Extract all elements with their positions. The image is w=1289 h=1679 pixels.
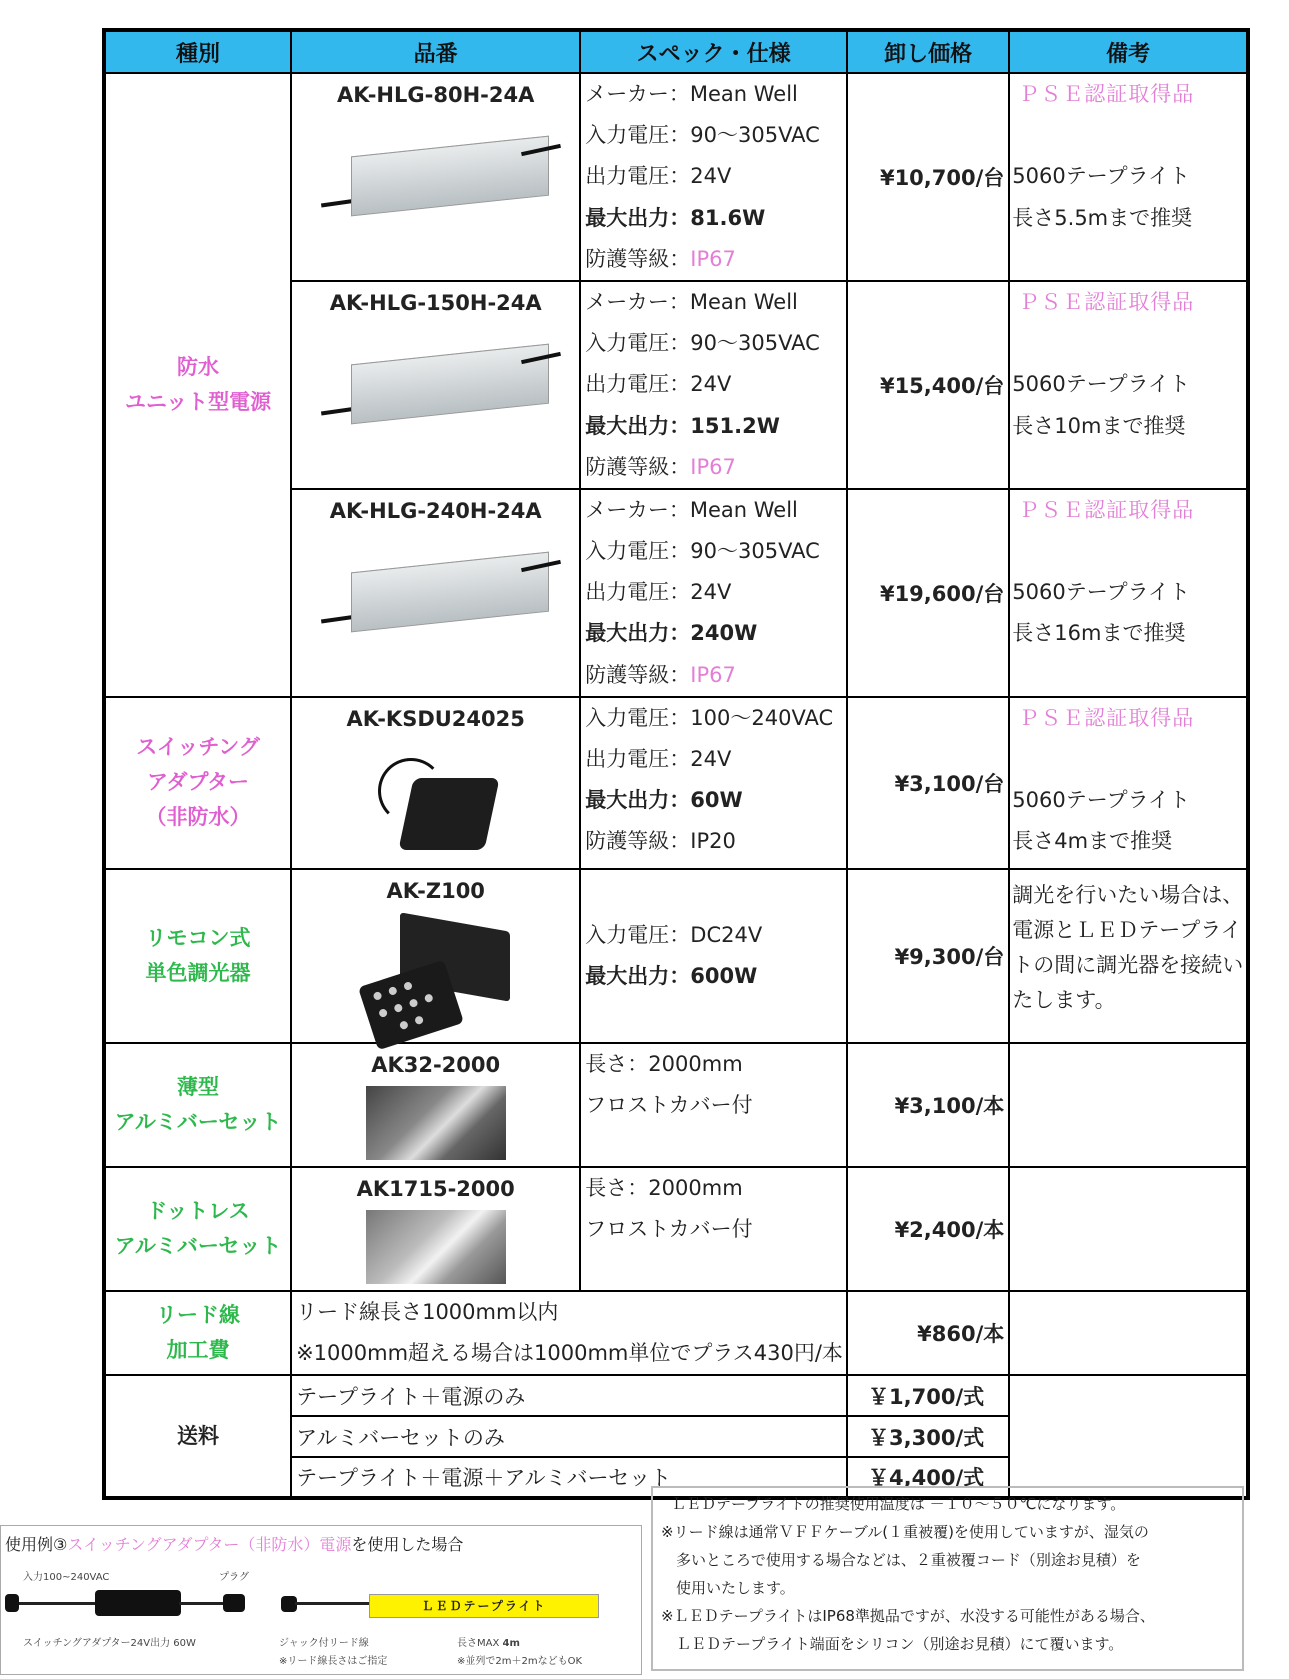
note-cell: [1009, 1167, 1248, 1291]
spec-length: 長さ：2000mm: [585, 1175, 743, 1200]
spec-output: 出力電圧：24V: [585, 580, 732, 605]
category-line: ドットレス: [146, 1198, 250, 1223]
note-cell: [1009, 1043, 1248, 1167]
category-line: 防水: [177, 354, 220, 379]
note-line: 長さ4mまで推奨: [1012, 829, 1173, 854]
spec-input: 入力電圧：90～305VAC: [585, 539, 820, 564]
spec-cell: [580, 869, 847, 1043]
price-cell: ¥10,700/台: [847, 73, 1009, 281]
lead-cable: [295, 1602, 371, 1605]
spec-max: 最大出力：151.2W: [585, 413, 780, 438]
spec-cell: [580, 73, 847, 281]
dimmer-image: [356, 912, 516, 1042]
aluminum-bar-image: [366, 1210, 506, 1284]
input-cable: [9, 1602, 99, 1605]
category-line: リード線: [156, 1303, 241, 1327]
note-line: トの間に調光器を接続い: [1012, 952, 1244, 977]
note-line: 長さ5.5mまで推奨: [1012, 205, 1193, 230]
notes-box: [651, 1486, 1244, 1671]
price-cell: ¥860/本: [847, 1291, 1009, 1375]
table-row: [104, 697, 1248, 869]
note-cell: [1009, 697, 1248, 869]
note-line: 調光を行いたい場合は、: [1012, 882, 1244, 907]
pse-label: ＰＳＥ認証取得品: [1018, 289, 1195, 314]
spec-cover: フロストカバー付: [585, 1093, 753, 1117]
adapter-label: スイッチングアダプター24V出力 60W: [23, 1638, 196, 1649]
category-line: アルミバーセット: [114, 1109, 282, 1134]
note-line: 5060テープライト: [1012, 164, 1191, 189]
max-length-value: 4m: [502, 1638, 520, 1649]
usage-suffix: を使用した場合: [351, 1535, 464, 1554]
table-row: [104, 73, 1248, 281]
plug-icon: [223, 1594, 245, 1612]
ip-label: 防護等級：: [585, 246, 691, 271]
part-cell: [291, 489, 580, 697]
price-cell: ¥9,300/台: [847, 869, 1009, 1043]
part-cell: [291, 697, 580, 869]
plug-label: プラグ: [219, 1572, 249, 1583]
part-number: AK-HLG-240H-24A: [329, 498, 542, 523]
spec-ip: [585, 239, 846, 280]
lead-line: ※1000mm超える場合は1000mm単位でプラス430円/本: [296, 1341, 843, 1365]
spec-ip: [585, 447, 846, 488]
price-cell: ¥15,400/台: [847, 281, 1009, 489]
spec-output: 出力電圧：24V: [585, 747, 732, 771]
max-length-label: 長さMAX: [457, 1638, 500, 1649]
shipping-price: ￥1,700/式: [847, 1375, 1009, 1416]
spec-ip: 防護等級：IP20: [585, 829, 736, 854]
part-cell: [291, 73, 580, 281]
max-length: [457, 1634, 520, 1649]
spec-length: 長さ：2000mm: [585, 1051, 743, 1076]
input-plug-icon: [5, 1594, 19, 1612]
shipping-label: アルミバーセットのみ: [291, 1416, 847, 1457]
spec-max: 最大出力：60W: [585, 788, 743, 813]
power-supply-image: [321, 544, 551, 654]
shipping-price: ￥4,400/式: [847, 1457, 1009, 1498]
power-supply-image: [321, 128, 551, 238]
price-cell: ¥19,600/台: [847, 489, 1009, 697]
header-price: 卸し価格: [847, 30, 1009, 73]
ip-value: IP67: [690, 246, 736, 271]
note-cell: [1009, 489, 1248, 697]
spec-output: 出力電圧：24V: [585, 164, 732, 189]
aluminum-bar-image: [366, 1086, 506, 1160]
part-number: AK-HLG-150H-24A: [329, 290, 542, 315]
part-cell: [291, 281, 580, 489]
category-line: ユニット型電源: [124, 389, 272, 414]
led-tape-bar: ＬＥＤテープライト: [369, 1594, 599, 1618]
lead-line: リード線長さ1000mm以内: [296, 1299, 559, 1324]
note-text: ※ＬＥＤテープライトはIP68準拠品ですが、水没する可能性がある場合、: [661, 1607, 1155, 1625]
category-line: 加工費: [166, 1338, 230, 1362]
jack-label: ジャック付リード線: [279, 1638, 369, 1649]
spec-max: 最大出力：600W: [585, 963, 758, 988]
note-line: 長さ10mまで推奨: [1012, 413, 1186, 438]
spec-maker: メーカー：Mean Well: [585, 497, 798, 522]
category-line: 単色調光器: [145, 960, 251, 985]
lead-note: ※リード線長さはご指定: [279, 1656, 388, 1667]
note-cell: [1009, 73, 1248, 281]
note-text: ＬＥＤテープライトの推奨使用温度は －１０～５０℃になります。: [671, 1495, 1126, 1513]
table-row: [104, 1291, 1248, 1375]
price-table: [102, 28, 1250, 1500]
output-cable: [179, 1602, 225, 1605]
category-line: アダプター: [147, 770, 250, 795]
table-header-row: [104, 30, 1248, 73]
spec-max: 最大出力：81.6W: [585, 205, 766, 230]
power-supply-image: [321, 336, 551, 446]
spec-ip: [585, 655, 846, 696]
spec-maker: メーカー：Mean Well: [585, 289, 798, 314]
usage-title: [5, 1532, 463, 1555]
header-part: 品番: [291, 30, 580, 73]
table-row: [104, 869, 1248, 1043]
spec-maker: メーカー：Mean Well: [585, 82, 798, 106]
part-number: AK-KSDU24025: [346, 706, 525, 731]
shipping-label: テープライト＋電源＋アルミバーセット: [291, 1457, 847, 1498]
table-row: [104, 1043, 1248, 1167]
note-cell: [1009, 1291, 1248, 1375]
ip-label: 防護等級：: [585, 662, 691, 687]
spec-input: 入力電圧：DC24V: [585, 922, 763, 947]
shipping-price: ￥3,300/式: [847, 1416, 1009, 1457]
category-line: 薄型: [177, 1074, 220, 1099]
price-cell: ¥3,100/本: [847, 1043, 1009, 1167]
spec-cell: [580, 1043, 847, 1167]
spec-cover: フロストカバー付: [585, 1217, 753, 1241]
category-dotless-alu: [104, 1167, 291, 1291]
part-number: AK1715-2000: [356, 1176, 515, 1201]
spec-max: 最大出力：240W: [585, 621, 758, 646]
category-line: リモコン式: [145, 925, 251, 950]
spec-cell: [580, 697, 847, 869]
category-line: スイッチング: [136, 735, 260, 760]
pse-label: ＰＳＥ認証取得品: [1018, 497, 1195, 522]
spec-input: 入力電圧：90～305VAC: [585, 123, 820, 148]
parallel-note: ※並列で2m＋2mなどもOK: [457, 1656, 583, 1667]
usage-prefix: 使用例③: [5, 1535, 68, 1554]
shipping-label: テープライト＋電源のみ: [291, 1375, 847, 1416]
category-dimmer: [104, 869, 291, 1043]
note-cell: [1009, 869, 1248, 1043]
part-cell: [291, 869, 580, 1043]
adapter-image: [366, 738, 506, 868]
ip-label: 防護等級：: [585, 454, 691, 479]
spec-input: 入力電圧：100～240VAC: [585, 705, 834, 730]
category-shipping: 送料: [104, 1375, 291, 1498]
category-thin-alu: [104, 1043, 291, 1167]
header-note: 備考: [1009, 30, 1248, 73]
note-cell: [1009, 1375, 1248, 1498]
table-row: [104, 1167, 1248, 1291]
adapter-icon: [95, 1590, 181, 1616]
part-cell: [291, 1167, 580, 1291]
pse-label: ＰＳＥ認証取得品: [1018, 705, 1195, 730]
note-line: 5060テープライト: [1012, 372, 1191, 397]
category-line: アルミバーセット: [114, 1233, 282, 1258]
header-spec: スペック・仕様: [580, 30, 847, 73]
part-number: AK-Z100: [386, 878, 485, 903]
spec-cell: [580, 1167, 847, 1291]
price-cell: ¥3,100/台: [847, 697, 1009, 869]
header-category: 種別: [104, 30, 291, 73]
lead-description: [291, 1291, 847, 1375]
usage-highlight: スイッチングアダプター（非防水）電源: [67, 1535, 352, 1554]
note-text: ※リード線は通常ＶＦＦケーブル(１重被覆)を使用していますが、湿気の: [661, 1523, 1149, 1541]
category-adapter: [104, 697, 291, 869]
note-line: 5060テープライト: [1012, 788, 1191, 813]
category-line: （非防水）: [145, 805, 251, 830]
note-line: たします。: [1012, 987, 1116, 1012]
note-cell: [1009, 281, 1248, 489]
input-label: 入力100~240VAC: [23, 1572, 110, 1583]
part-cell: [291, 1043, 580, 1167]
spec-cell: [580, 281, 847, 489]
note-line: 長さ16mまで推奨: [1012, 621, 1186, 646]
note-text: 使用いたします。: [661, 1579, 795, 1597]
note-line: 電源とＬＥＤテープライ: [1012, 917, 1242, 942]
ip-value: IP67: [690, 454, 736, 479]
table-row: [104, 1375, 1248, 1416]
spec-cell: [580, 489, 847, 697]
ip-value: IP67: [690, 662, 736, 687]
category-waterproof: [104, 73, 291, 697]
price-cell: ¥2,400/本: [847, 1167, 1009, 1291]
category-lead: [104, 1291, 291, 1375]
spec-output: 出力電圧：24V: [585, 372, 732, 397]
spec-input: 入力電圧：90～305VAC: [585, 331, 820, 356]
note-line: 5060テープライト: [1012, 580, 1191, 605]
note-text: 多いところで使用する場合などは、２重被覆コード（別途お見積）を: [661, 1551, 1141, 1569]
usage-example-diagram: [0, 1525, 642, 1675]
pse-label: ＰＳＥ認証取得品: [1018, 82, 1195, 106]
part-number: AK32-2000: [371, 1052, 501, 1077]
note-text: ＬＥＤテープライト端面をシリコン（別途お見積）にて覆います。: [661, 1635, 1124, 1653]
part-number: AK-HLG-80H-24A: [337, 83, 535, 107]
